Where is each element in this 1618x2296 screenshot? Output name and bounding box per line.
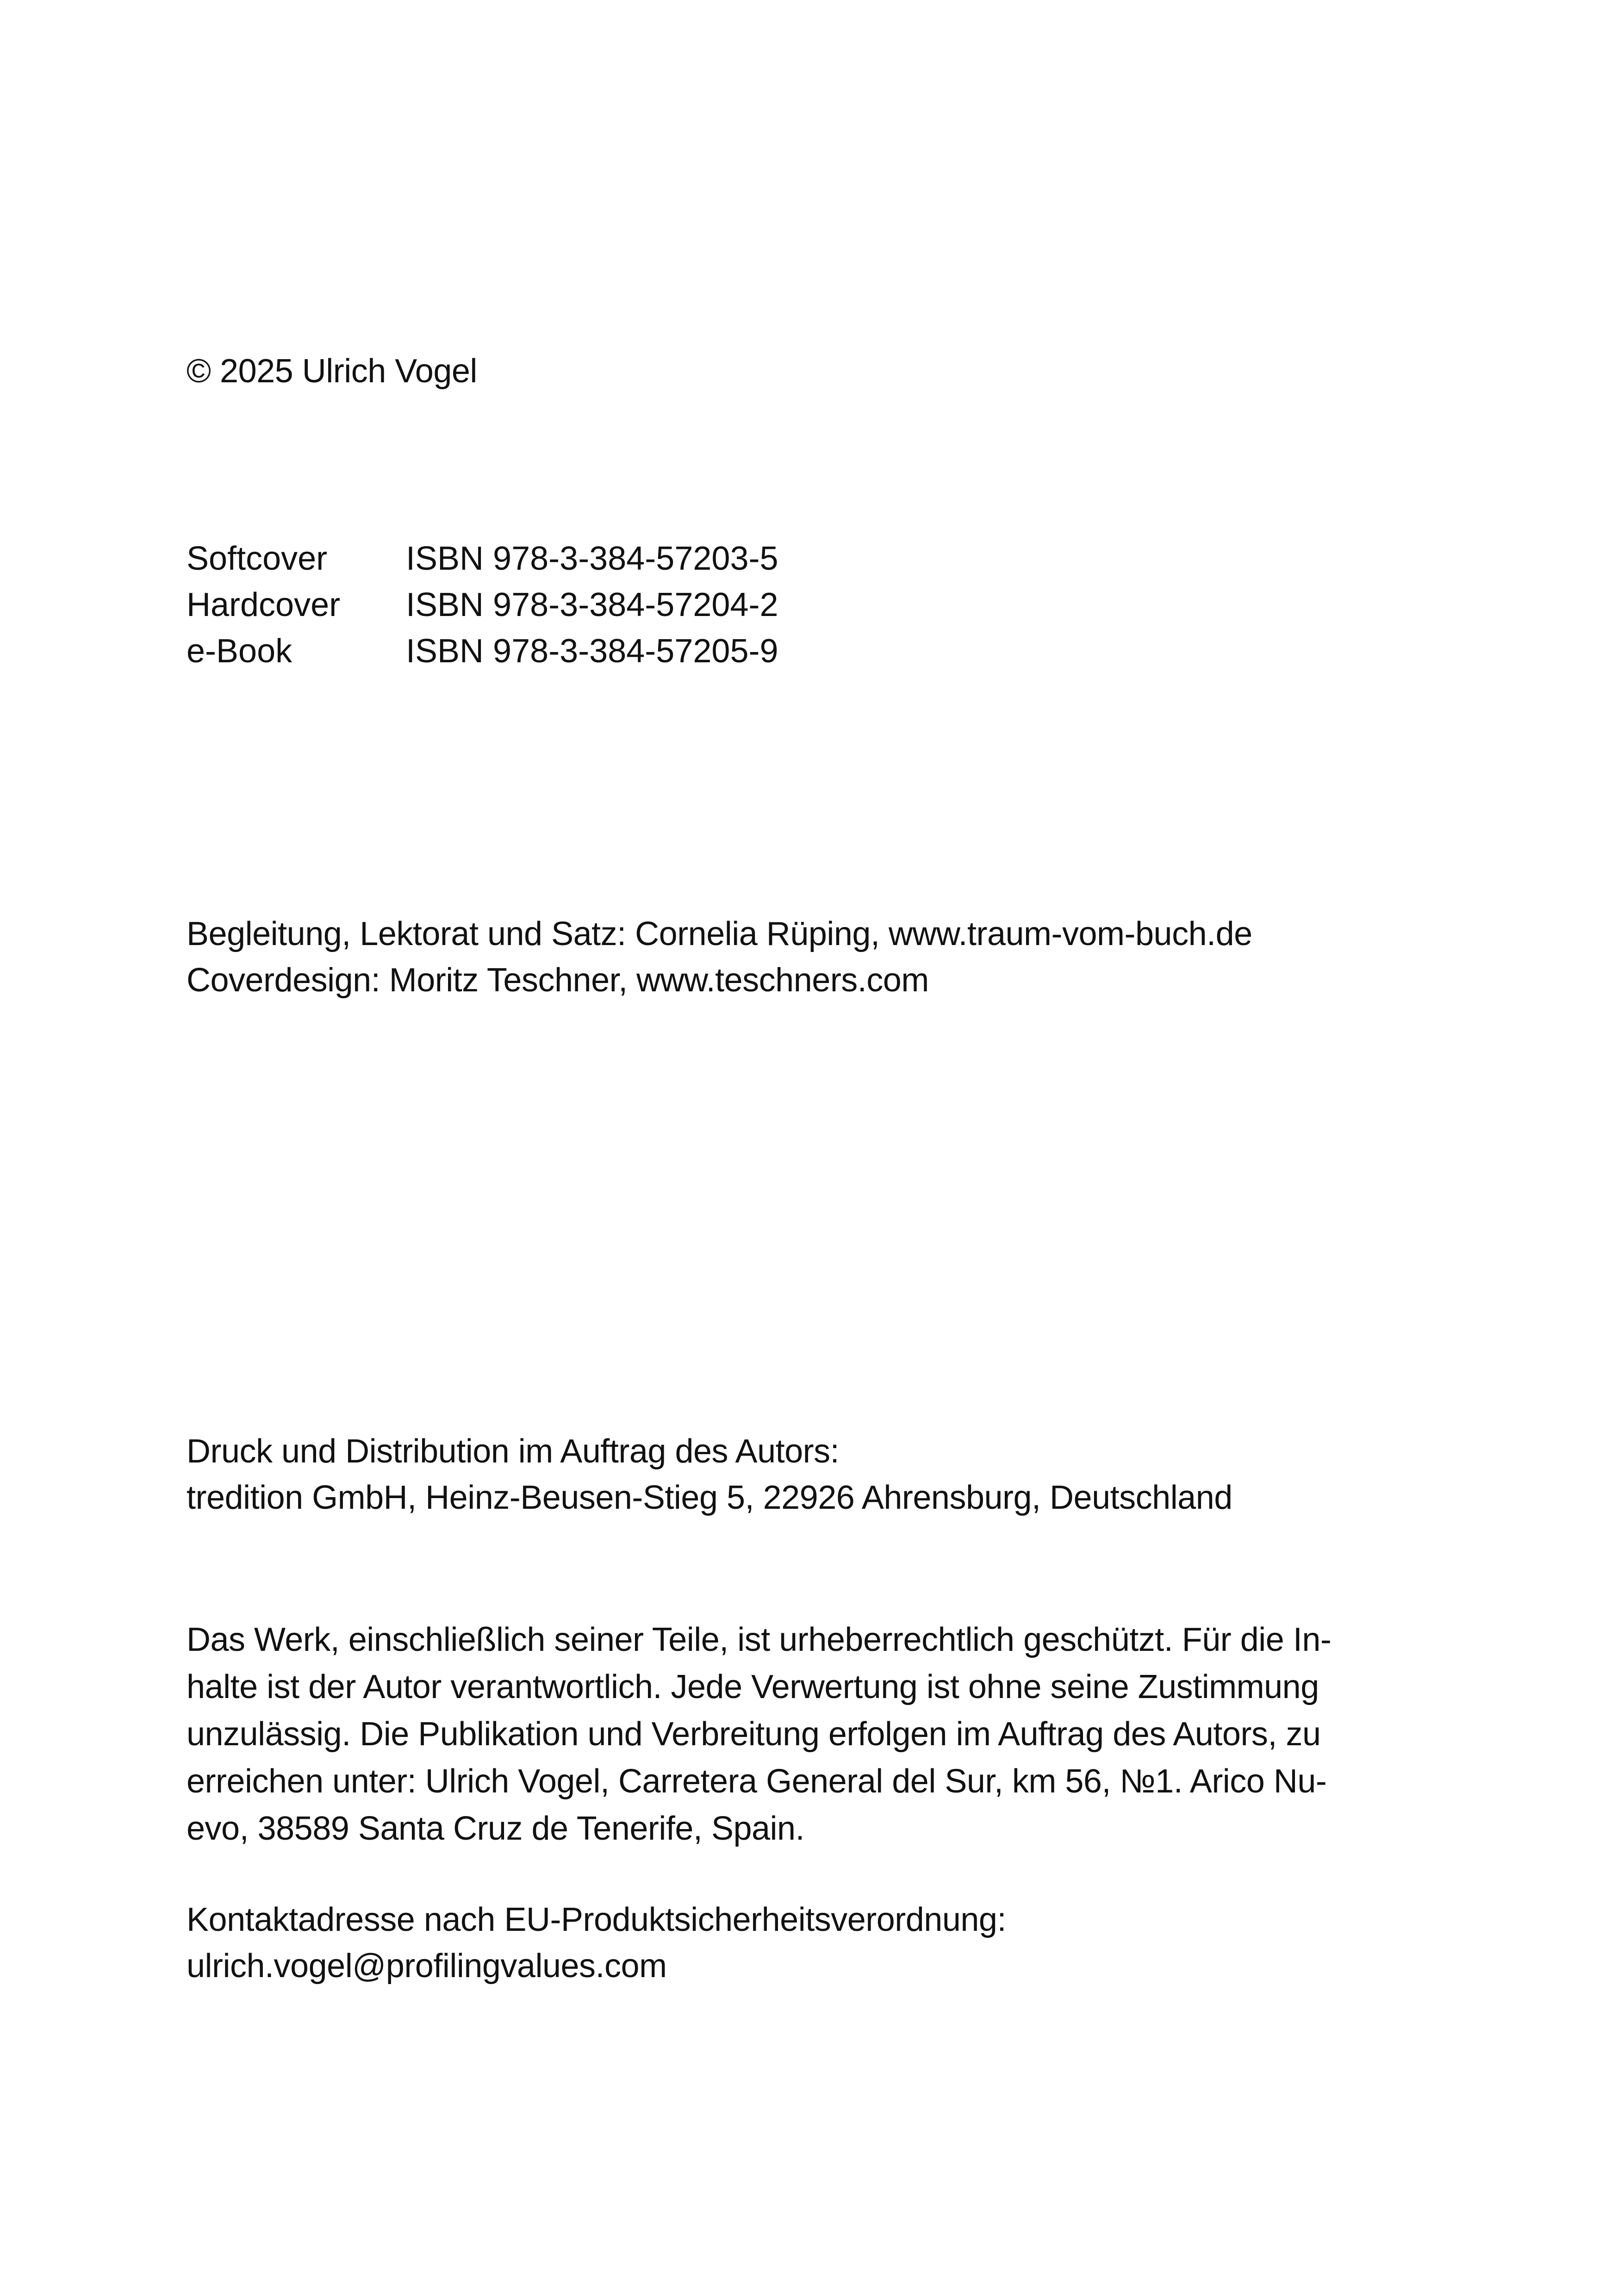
copyright-notice: © 2025 Ulrich Vogel xyxy=(187,353,477,390)
isbn-number: ISBN 978-3-384-57203-5 xyxy=(406,540,778,577)
legal-notice xyxy=(187,1616,1427,1852)
legal-notice-line: Das Werk, einschließlich seiner Teile, ist urheberrechtlich geschützt. Für die In- xyxy=(187,1621,1332,1658)
cover-credit: Coverdesign: Moritz Teschner, www.teschners.com xyxy=(187,962,929,999)
distribution-heading: Druck und Distribution im Auftrag des Autors: xyxy=(187,1433,840,1470)
legal-notice-line: halte ist der Autor verantwortlich. Jede Verwertung ist ohne seine Zustimmung xyxy=(187,1668,1319,1705)
isbn-number: ISBN 978-3-384-57205-9 xyxy=(406,633,778,670)
isbn-number: ISBN 978-3-384-57204-2 xyxy=(406,586,778,623)
editing-credit: Begleitung, Lektorat und Satz: Cornelia Rüping, www.traum-vom-buch.de xyxy=(187,915,1252,952)
isbn-format-label: Softcover xyxy=(187,540,328,577)
contact-heading: Kontaktadresse nach EU-Produktsicherheitsverordnung: xyxy=(187,1901,1006,1938)
isbn-format-label: e-Book xyxy=(187,633,292,670)
legal-notice-line: erreichen unter: Ulrich Vogel, Carretera General del Sur, km 56, №1. Arico Nu- xyxy=(187,1763,1327,1800)
legal-notice-line: unzulässig. Die Publikation und Verbreitung erfolgen im Auftrag des Autors, zu xyxy=(187,1716,1321,1753)
legal-notice-line: evo, 38589 Santa Cruz de Tenerife, Spain. xyxy=(187,1810,805,1847)
distribution-address: tredition GmbH, Heinz-Beusen-Stieg 5, 22926 Ahrensburg, Deutschland xyxy=(187,1479,1232,1516)
contact-email: ulrich.vogel@profilingvalues.com xyxy=(187,1948,667,1985)
isbn-format-label: Hardcover xyxy=(187,586,341,623)
